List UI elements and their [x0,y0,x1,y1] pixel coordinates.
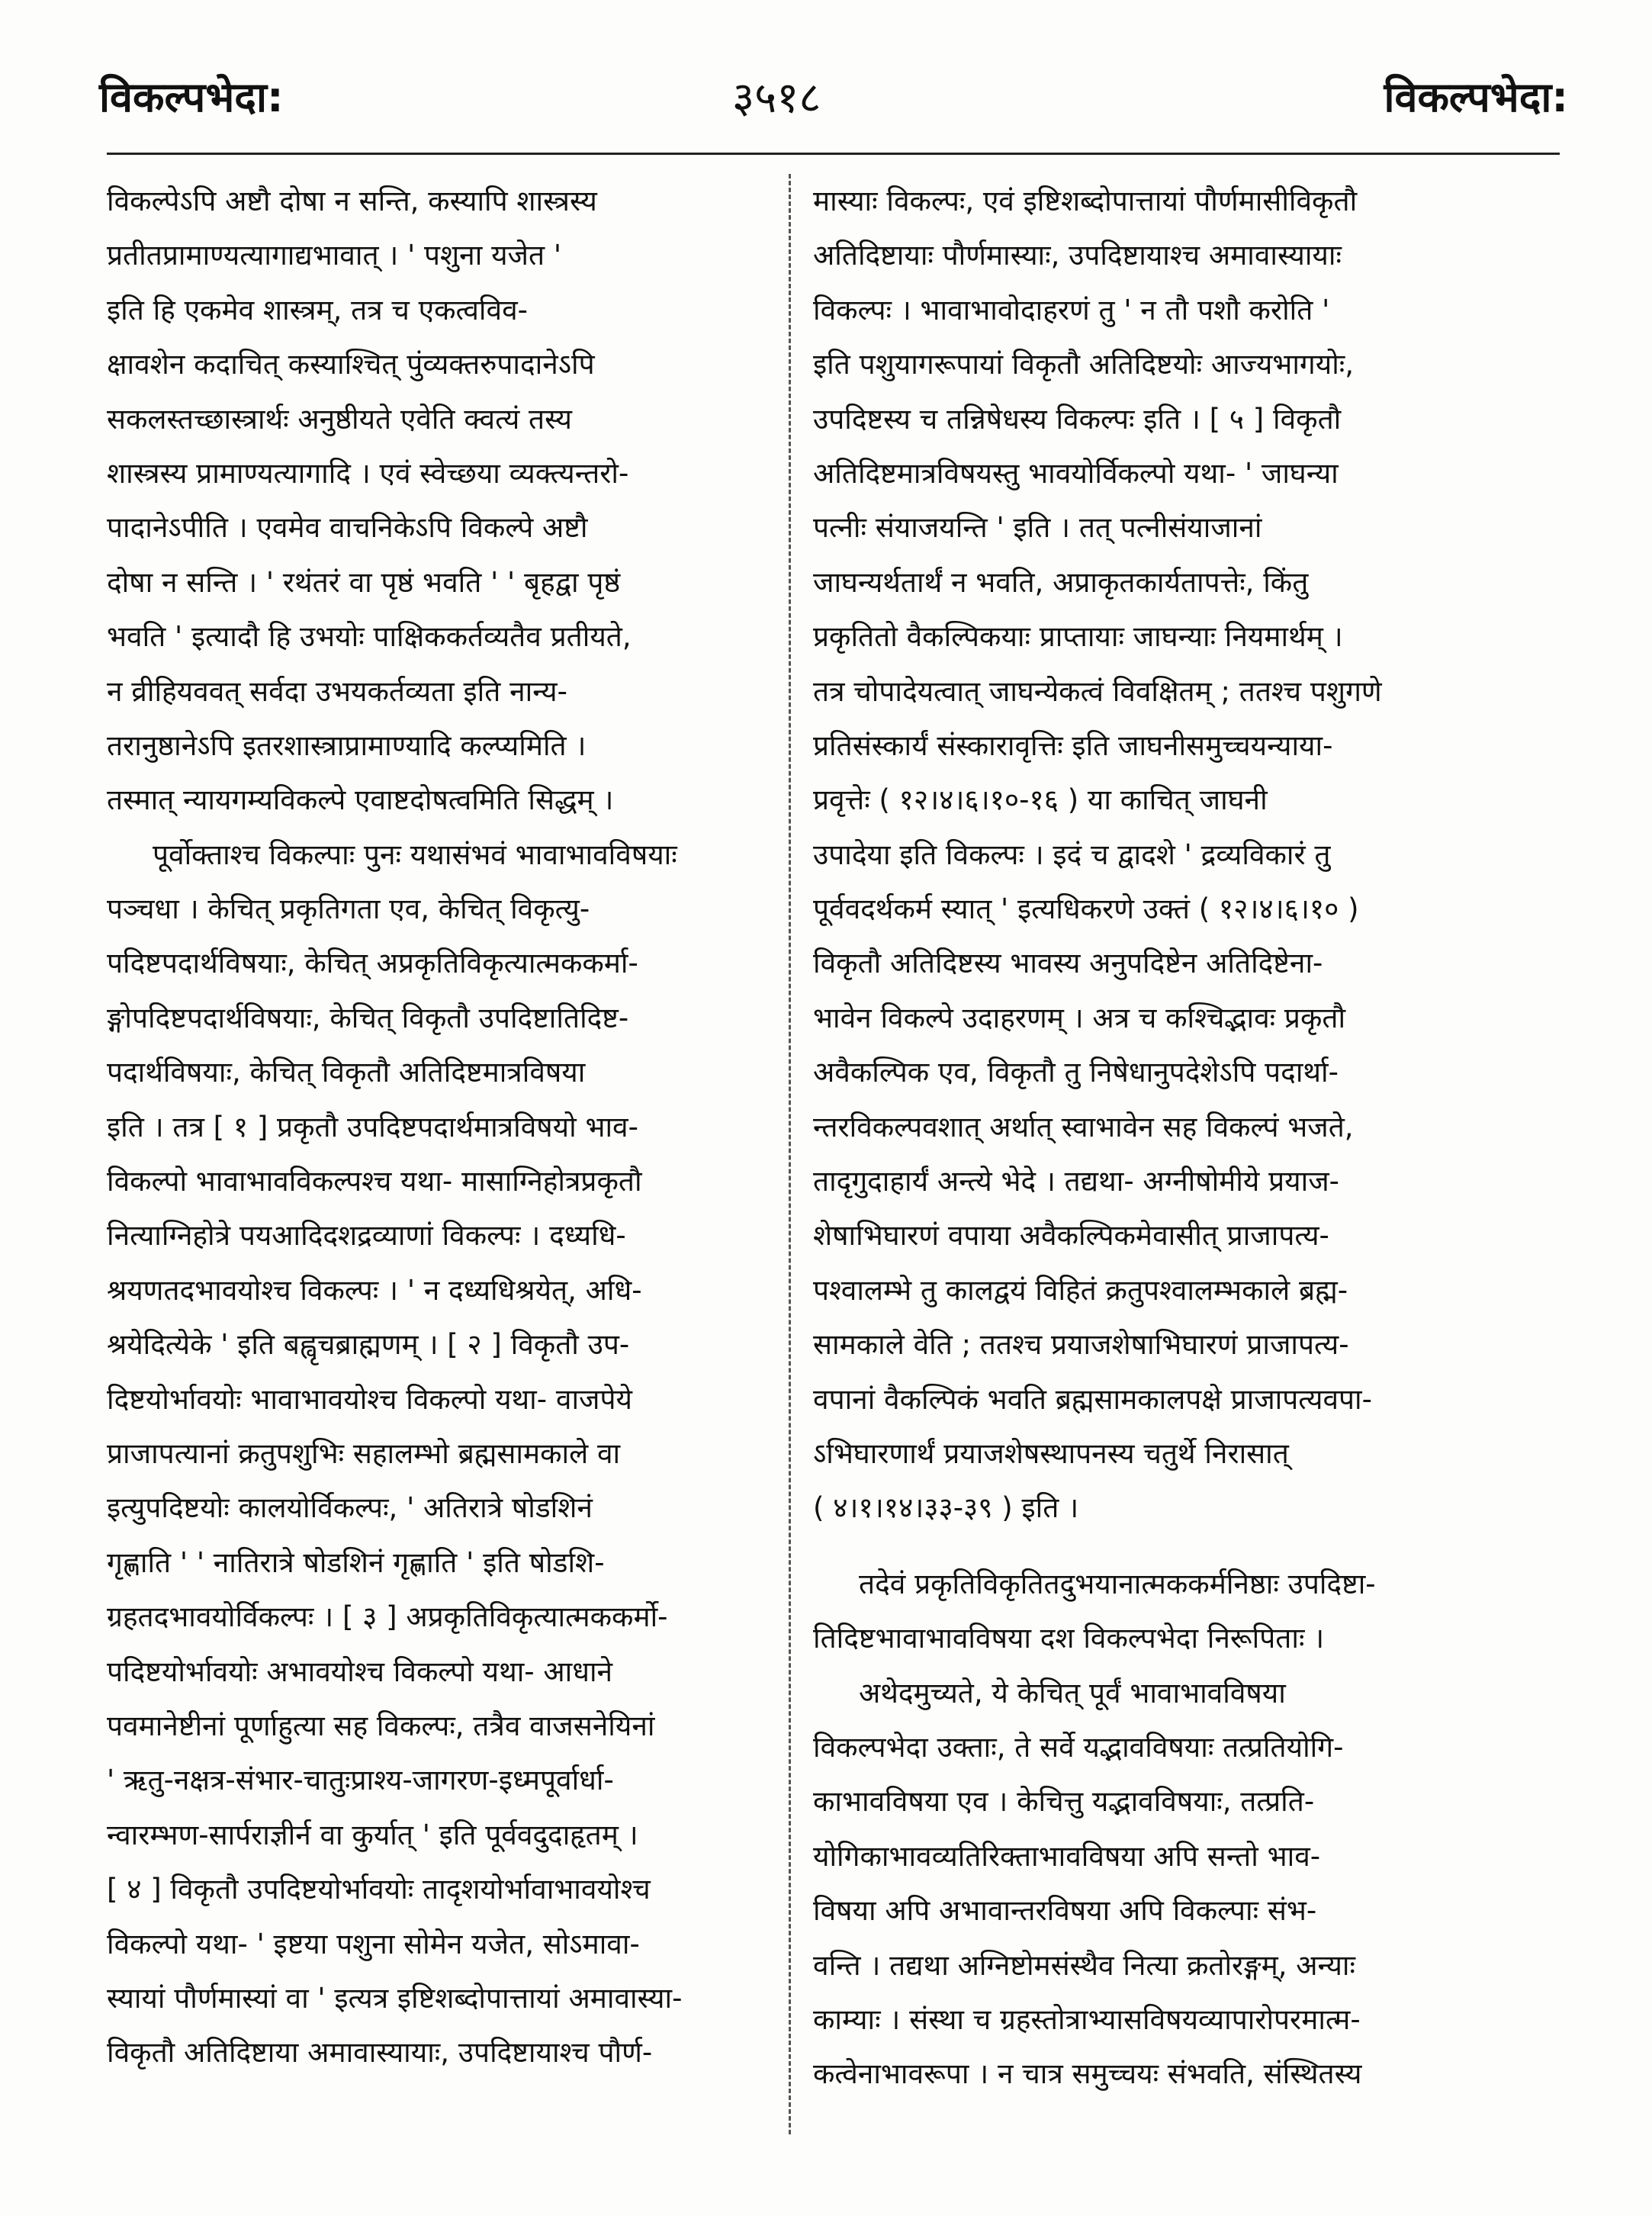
text-line: विषया अपि अभावान्तरविषया अपि विकल्पाः संभ- [813,1894,1317,1928]
text-line: विकल्पभेदा उक्ताः, ते सर्वे यद्भावविषयाः तत्प्रतियोगि- [813,1730,1344,1764]
text-line: पश्वालम्भे तु कालद्वयं विहितं क्रतुपश्वालम्भकाले ब्रह्म- [813,1273,1348,1307]
text-line: प्रतिसंस्कार्यं संस्कारावृत्तिः इति जाघनीसमुच्चयन्याया- [813,728,1333,762]
text-line: पञ्चधा । केचित् प्रकृतिगता एव, केचित् विकृत्यु- [107,893,590,926]
text-line: इति हि एकमेव शास्त्रम्, तत्र च एकत्वविव- [107,293,528,326]
text-line: ( ४।१।१४।३३-३९ ) इति । [813,1491,1079,1525]
text-line: न व्रीहियववत् सर्वदा उभयकर्तव्यता इति नान्य- [107,674,567,708]
text-line: काभावविषया एव । केचित्तु यद्भावविषयाः, तत्प्रति- [813,1785,1315,1819]
text-line: क्षावशेन कदाचित् कस्याश्चित् पुंव्यक्तरुपादानेऽपि [107,348,595,381]
text-line: भावेन विकल्पे उदाहरणम् । अत्र च कश्चिद्भावः प्रकृतौ [813,1001,1346,1034]
text-line: इति पशुयागरूपायां विकृतौ अतिदिष्टयोः आज्यभागयोः, [813,348,1355,381]
text-line: ऽभिघारणार्थं प्रयाजशेषस्थापनस्य चतुर्थे निरासात् [813,1436,1289,1470]
text-line: उपादेया इति विकल्पः । इदं च द्वादशे ' द्रव्यविकारं तु [813,838,1331,871]
text-line: विकल्पो यथा- ' इष्टया पशुना सोमेन यजेत, सोऽमावा- [107,1927,640,1960]
text-line: श्रयेदित्येके ' इति बह्वृचब्राह्मणम् । [ २ ] विकृतौ उप- [107,1328,630,1362]
text-line: ' ऋतु-नक्षत्र-संभार-चातुःप्राश्य-जागरण-इध्मपूर्वार्धा- [107,1764,614,1797]
text-line: प्राजापत्यानां क्रतुपशुभिः सहालम्भो ब्रह्मसामकाले वा [107,1436,621,1470]
text-line: दिष्टयोर्भावयोः भावाभावयोश्च विकल्पो यथा- वाजपेये [107,1382,632,1416]
text-line: विकल्पेऽपि अष्टौ दोषा न सन्ति, कस्यापि शास्त्रस्य [107,185,597,217]
text-line: विकल्पो भावाभावविकल्पश्च यथा- मासाग्निहोत्रप्रकृतौ [107,1165,642,1198]
text-line: काम्याः । संस्था च ग्रहस्तोत्राभ्यासविषयव्यापारोपरमात्म- [813,2002,1361,2036]
text-line: वन्ति । तद्यथा अग्निष्टोमसंस्थैव नित्या क्रतोरङ्गम्, अन्याः [813,1948,1355,1982]
text-line: इति । तत्र [ १ ] प्रकृतौ उपदिष्टपदार्थमात्रविषयो भाव- [107,1110,638,1143]
text-line: पादानेऽपीति । एवमेव वाचनिकेऽपि विकल्पे अष्टौ [107,511,588,545]
text-line: भवति ' इत्यादौ हि उभयोः पाक्षिककर्तव्यतैव प्रतीयते, [107,620,632,654]
text-line: इत्युपदिष्टयोः कालयोर्विकल्पः, ' अतिरात्रे षोडशिनं [107,1491,593,1525]
text-line: पदिष्टयोर्भावयोः अभावयोश्च विकल्पो यथा- आधाने [107,1655,613,1688]
text-line: शेषाभिघारणं वपाया अवैकल्पिकमेवासीत् प्राजापत्य- [813,1219,1329,1253]
text-line: नित्याग्निहोत्रे पयआदिदशद्रव्याणां विकल्पः । दध्यधि- [107,1219,626,1253]
text-line: न्तरविकल्पवशात् अर्थात् स्वाभावेन सह विकल्पं भजते, [813,1110,1354,1143]
text-line: कत्वेनाभावरूपा । न चात्र समुच्चयः संभवति, संस्थितस्य [813,2057,1362,2091]
text-line: दोषा न सन्ति । ' रथंतरं वा पृष्ठं भवति ' ' बृहद्वा पृष्ठं [107,565,621,599]
text-line: तिदिष्टभावाभावविषया दश विकल्पभेदा निरूपिताः । [813,1622,1325,1655]
text-line: सामकाले वेति ; ततश्च प्रयाजशेषाभिघारणं प्राजापत्य- [813,1328,1349,1362]
text-line: योगिकाभावव्यतिरिक्ताभावविषया अपि सन्तो भाव- [813,1839,1321,1873]
text-line: तादृगुदाहार्यं अन्त्ये भेदे । तद्यथा- अग्नीषोमीये प्रयाज- [813,1165,1340,1198]
text-line: शास्त्रस्य प्रामाण्यत्यागादि । एवं स्वेच्छया व्यक्त्यन्तरो- [107,456,629,490]
text-line: पदिष्टपदार्थविषयाः, केचित् अप्रकृतिविकृत्यात्मककर्मा- [107,947,638,980]
paragraph-gap [813,1536,1499,1557]
text-line: तस्मात् न्यायगम्यविकल्पे एवाष्टदोषत्वमिति सिद्धम् । [107,783,614,817]
text-line: पवमानेष्टीनां पूर्णाहुत्या सह विकल्पः, तत्रैव वाजसनेयिनां [107,1709,655,1742]
left-column [107,174,770,2080]
text-line: ङ्गोपदिष्टपदार्थविषयाः, केचित् विकृतौ उपदिष्टातिदिष्ट- [107,1001,629,1034]
text-line: तरानुष्ठानेऽपि इतरशास्त्राप्रामाण्यादि कल्प्यमिति । [107,728,587,762]
text-line: न्वारम्भण-सार्पराज्ञीर्न वा कुर्यात् ' इति पूर्ववदुदाहृतम् । [107,1818,638,1851]
text-line: अथेदमुच्यते, ये केचित् पूर्वं भावाभावविषया [859,1676,1286,1709]
text-line: अतिदिष्टायाः पौर्णमास्याः, उपदिष्टायाश्च अमावास्यायाः [813,239,1342,272]
text-line: जाघन्यर्थतार्थं न भवति, अप्राकृतकार्यतापत्तेः, किंतु [813,565,1309,599]
right-column [813,174,1499,2102]
text-line: पूर्वोक्ताश्च विकल्पाः पुनः यथासंभवं भावाभावविषयाः [153,838,677,871]
text-line: पदार्थविषयाः, केचित् विकृतौ अतिदिष्टमात्रविषया [107,1056,586,1089]
text-line: विकल्पः । भावाभावोदाहरणं तु ' न तौ पशौ करोति ' [813,293,1330,326]
running-head-left: विकल्पभेदा: [99,73,284,121]
running-head-right: विकल्पभेदा: [1384,73,1568,121]
text-line: प्रवृत्तेः ( १२।४।६।१०-१६ ) या काचित् जाघनी [813,783,1268,817]
header-rule [107,153,1560,155]
text-line: तदेवं प्रकृतिविकृतितदुभयानात्मककर्मनिष्ठाः उपदिष्टा- [859,1567,1376,1600]
text-line: प्रतीतप्रामाण्यत्यागाद्यभावात् । ' पशुना यजेत ' [107,239,562,272]
text-line: विकृतौ अतिदिष्टाया अमावास्यायाः, उपदिष्टायाश्च पौर्ण- [107,2036,653,2070]
text-line: विकृतौ अतिदिष्टस्य भावस्य अनुपदिष्टेन अतिदिष्टेना- [813,947,1323,980]
text-line: सकलस्तच्छास्त्रार्थः अनुष्ठीयते एवेति क्वत्यं तस्य [107,402,572,436]
text-line: पत्नीः संयाजयन्ति ' इति । तत् पत्नीसंयाजानां [813,511,1262,545]
text-line: स्यायां पौर्णमास्यां वा ' इत्यत्र इष्टिशब्दोपात्तायां अमावास्या- [107,1981,683,2015]
text-line: गृह्णाति ' ' नातिरात्रे षोडशिनं गृह्णाति ' इति षोडशि- [107,1545,605,1579]
text-line: पूर्ववदर्थकर्म स्यात् ' इत्यधिकरणे उक्तं ( १२।४।६।१० ) [813,893,1359,926]
text-line: वपानां वैकल्पिकं भवति ब्रह्मसामकालपक्षे प्राजापत्यवपा- [813,1382,1372,1416]
text-line: प्रकृतितो वैकल्पिकयाः प्राप्तायाः जाघन्याः नियमार्थम् । [813,620,1343,654]
text-line: अवैकल्पिक एव, विकृतौ तु निषेधानुपदेशेऽपि पदार्था- [813,1056,1339,1089]
text-line: अतिदिष्टमात्रविषयस्तु भावयोर्विकल्पो यथा- ' जाघन्या [813,456,1339,490]
text-line: उपदिष्टस्य च तन्निषेधस्य विकल्पः इति । [ ५ ] विकृतौ [813,402,1342,436]
text-line: ग्रहतदभावयोर्विकल्पः । [ ३ ] अप्रकृतिविकृत्यात्मककर्मो- [107,1600,668,1634]
text-line: श्रयणतदभावयोश्च विकल्पः । ' न दध्यधिश्रयेत्, अधि- [107,1273,642,1307]
text-line: तत्र चोपादेयत्वात् जाघन्येकत्वं विवक्षितम् ; ततश्च पशुगणे [813,674,1382,708]
column-divider [789,174,791,2134]
text-line: मास्याः विकल्पः, एवं इष्टिशब्दोपात्तायां पौर्णमासीविकृतौ [813,185,1358,217]
text-line: [ ४ ] विकृतौ उपदिष्टयोर्भावयोः तादृशयोर्भावाभावयोश्च [107,1873,651,1906]
page-number: ३५१८ [732,73,821,123]
